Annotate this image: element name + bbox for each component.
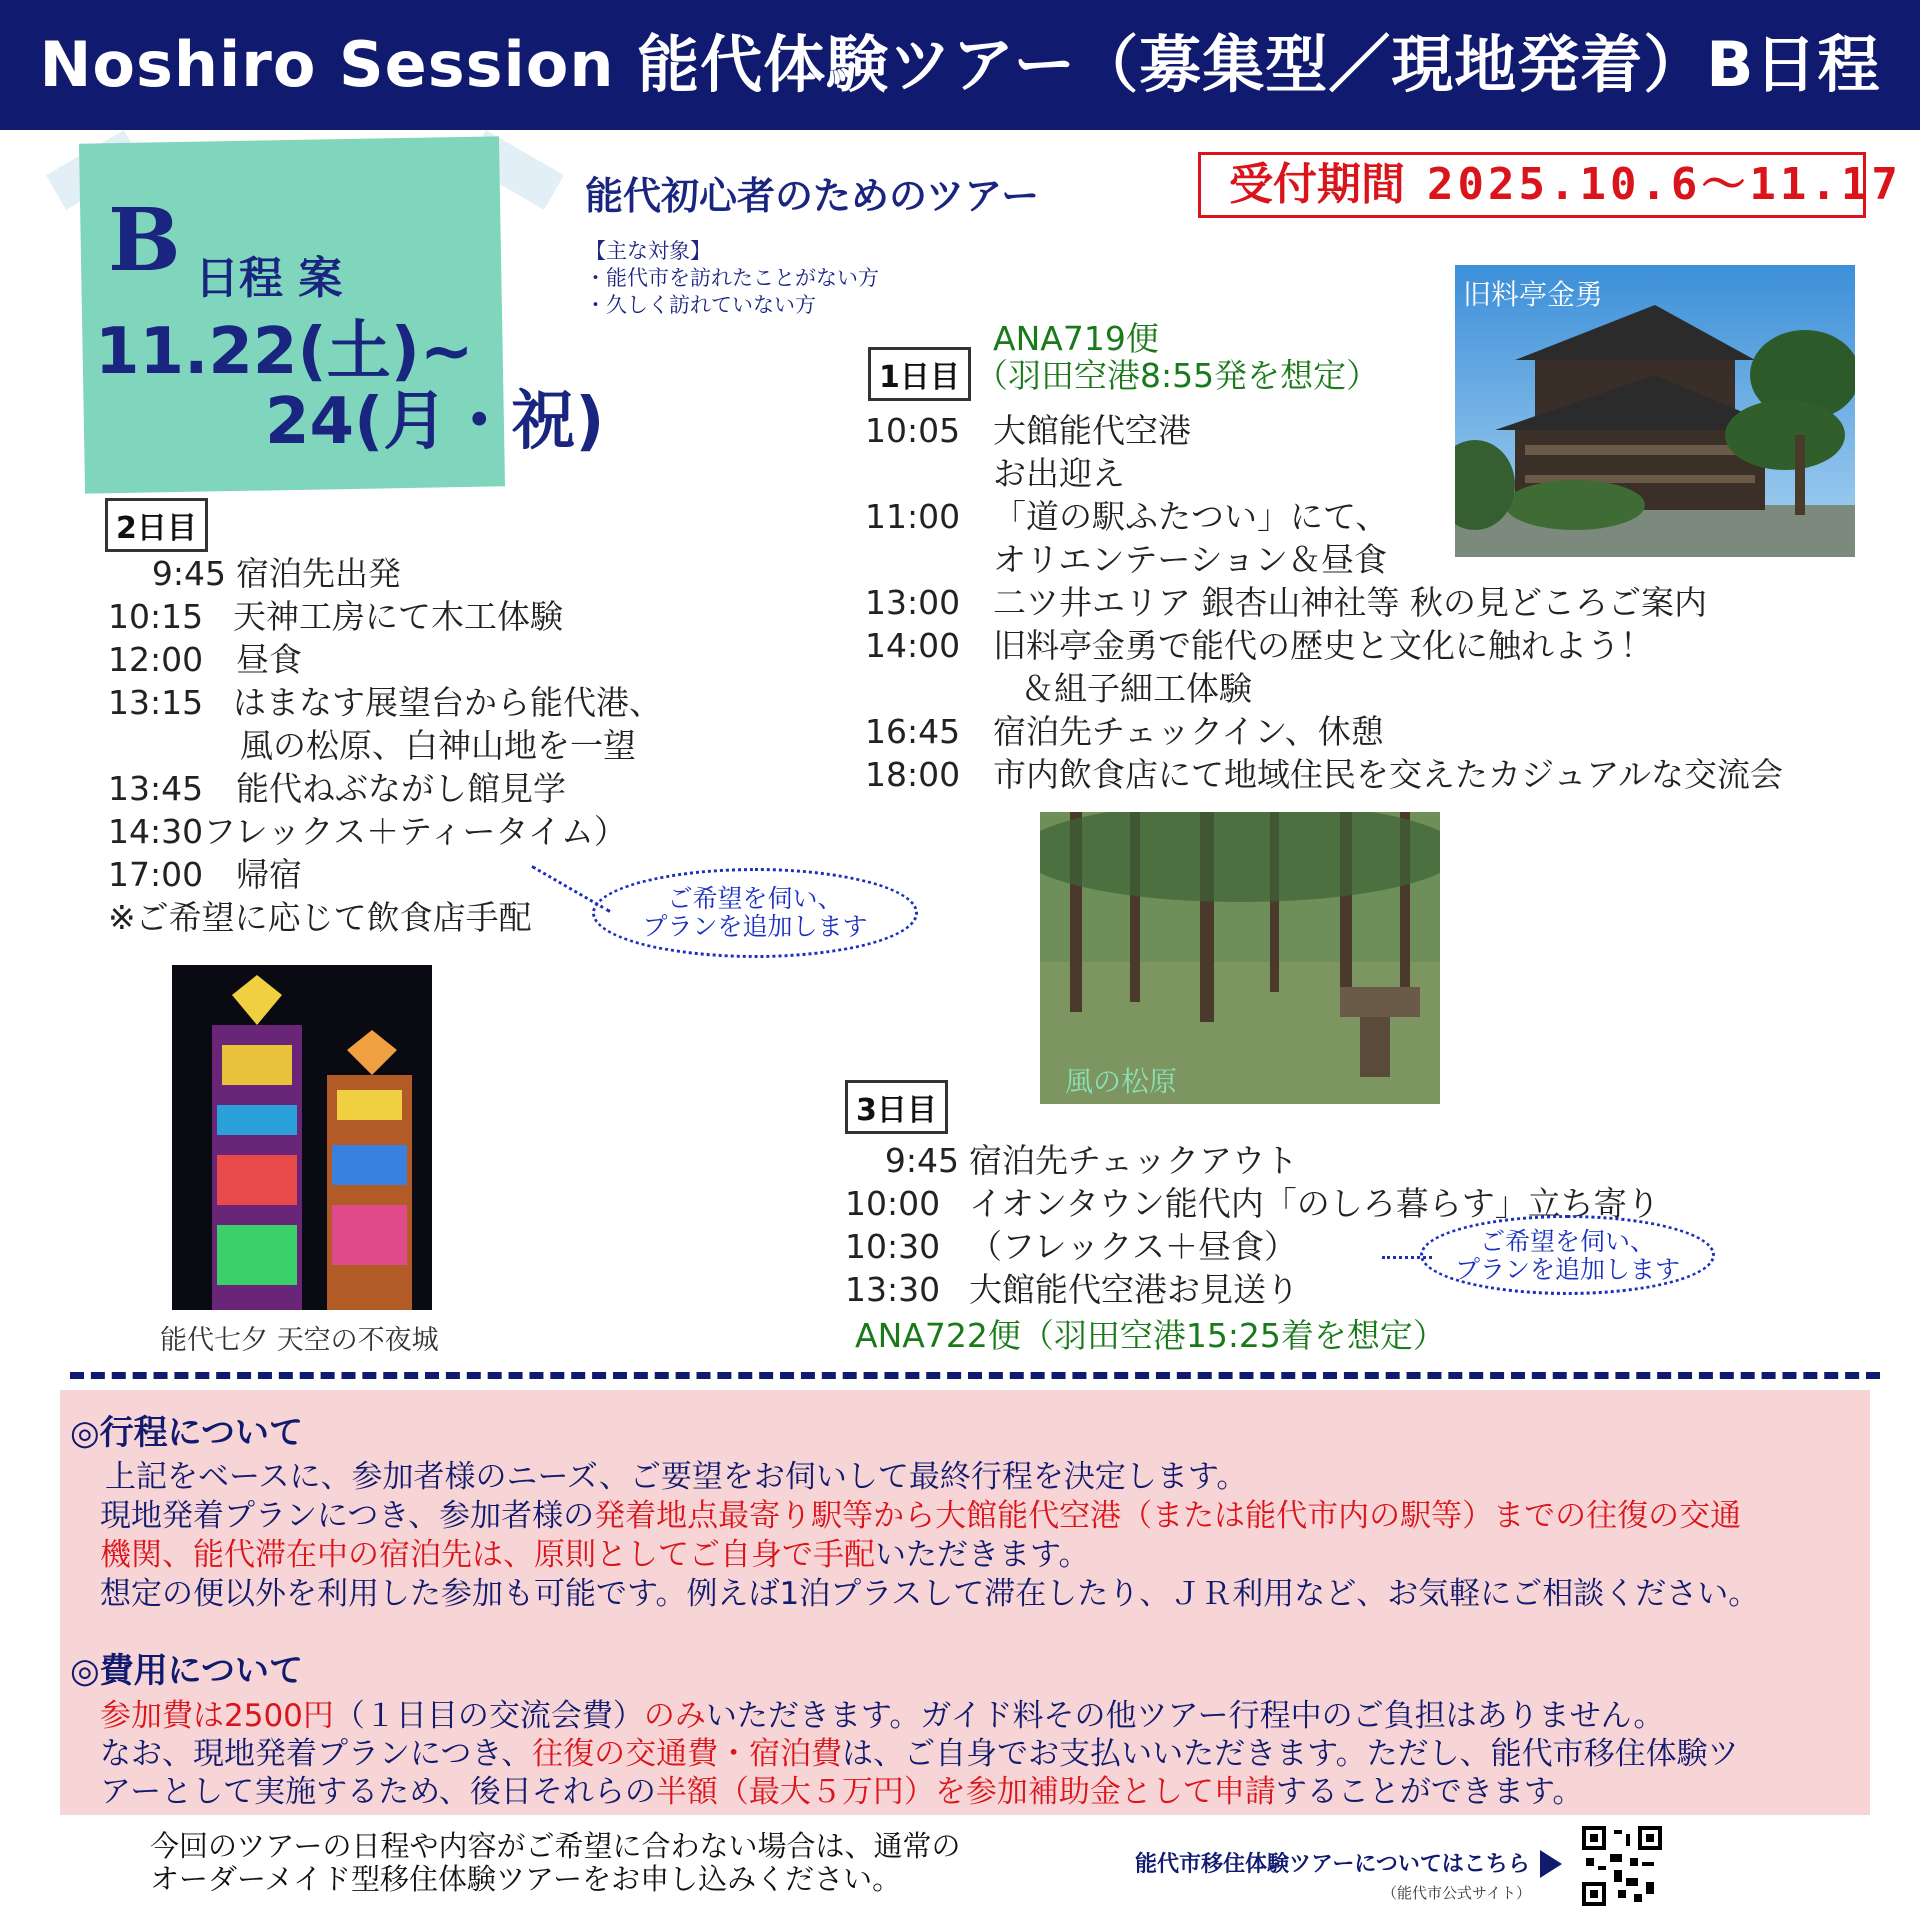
speech-bubble-day3: ご希望を伺い、 プランを追加します xyxy=(1420,1215,1715,1295)
itinerary-line: 現地発着プランにつき、参加者様の発着地点最寄り駅等から大館能代空港（または能代市内の駅等）までの往復の交通 xyxy=(100,1498,1742,1534)
photo-caption-kaneyu: 旧料亭金勇 xyxy=(1463,278,1604,311)
schedule-row: 風の松原、白神山地を一望 xyxy=(240,726,636,765)
schedule-row: 9:45 宿泊先出発 xyxy=(151,554,401,593)
schedule-row: 10:00 イオンタウン能代内「のしろ暮らす」立ち寄り xyxy=(845,1184,1660,1223)
target-audience xyxy=(585,238,879,319)
schedule-row: 14:00 旧料亭金勇で能代の歴史と文化に触れよう！ xyxy=(865,626,1653,665)
itinerary-line: 上記をベースに、参加者様のニーズ、ご要望をお伺いして最終行程を決定します。 xyxy=(105,1459,1248,1495)
cost-line: アーとして実施するため、後日それらの半額（最大５万円）を参加補助金として申請することができます。 xyxy=(100,1774,1584,1810)
footer-note: 今回のツアーの日程や内容がご希望に合わない場合は、通常の オーダーメイド型移住体験ツアーをお申し込みください。 xyxy=(150,1829,961,1896)
schedule-row: 11:00 「道の駅ふたつい」にて、 xyxy=(865,497,1389,536)
schedule-row: ＆組子細工体験 xyxy=(1021,669,1252,708)
schedule-row: 10:05 大館能代空港 xyxy=(865,411,1191,450)
official-site-link[interactable]: 能代市移住体験ツアーについてはこちら xyxy=(1135,1852,1530,1877)
speech-bubble-day2: ご希望を伺い、 プランを追加します xyxy=(592,868,918,958)
day2-badge: 2日目 xyxy=(105,498,208,552)
day3-badge: 3日目 xyxy=(845,1080,948,1134)
schedule-row: 13:00 二ツ井エリア 銀杏山神社等 秋の見どころご案内 xyxy=(865,583,1707,622)
schedule-row: 18:00 市内飲食店にて地域住民を交えたカジュアルな交流会 xyxy=(865,755,1784,794)
official-site-sublabel: （能代市公式サイト） xyxy=(1382,1884,1531,1902)
schedule-note: ※ご希望に応じて飲食店手配 xyxy=(108,898,532,937)
section-divider xyxy=(70,1372,1880,1379)
application-period xyxy=(1198,152,1902,218)
day1-flight: ANA719便 xyxy=(993,319,1159,358)
schedule-row: 13:45 能代ねぶながし館見学 xyxy=(108,769,566,808)
photo-kaneyu xyxy=(1455,265,1855,557)
schedule-row: 14:30フレックス＋ティータイム） xyxy=(108,812,627,851)
target-heading: 【主な対象】 xyxy=(585,239,711,263)
target-item: ・能代市を訪れたことがない方 xyxy=(585,266,879,290)
schedule-row: 9:45 宿泊先チェックアウト xyxy=(884,1141,1299,1180)
period-dates: 2025.10.6～11.17 xyxy=(1427,159,1902,210)
cost-line: 参加費は2500円（１日目の交流会費）のみいただきます。ガイド料その他ツアー行程中のご負担はありません。 xyxy=(100,1698,1665,1734)
schedule-row: 17:00 帰宿 xyxy=(108,855,302,894)
cost-heading: ◎費用について xyxy=(70,1651,303,1691)
schedule-label: 日程 案 xyxy=(195,253,343,304)
schedule-date-end: 24(月・祝) xyxy=(265,385,605,459)
schedule-date-start: 11.22(土)~ xyxy=(95,315,474,389)
schedule-row: 10:15 天神工房にて木工体験 xyxy=(108,597,563,636)
cost-line: なお、現地発着プランにつき、往復の交通費・宿泊費は、ご自身でお支払いいただきます。ただし、能代市移住体験ツ xyxy=(100,1736,1739,1772)
itinerary-heading: ◎行程について xyxy=(70,1413,303,1453)
schedule-row: オリエンテーション＆昼食 xyxy=(993,540,1388,579)
schedule-row: 13:15 はまなす展望台から能代港、 xyxy=(108,683,662,722)
schedule-row: お出迎え xyxy=(993,454,1125,493)
tour-subtitle: 能代初心者のためのツアー xyxy=(585,174,1040,218)
photo-caption-tanabata: 能代七夕 天空の不夜城 xyxy=(160,1325,439,1356)
target-item: ・久しく訪れていない方 xyxy=(585,293,816,317)
day2-schedule xyxy=(108,548,662,935)
schedule-row: 13:30 大館能代空港お見送り xyxy=(845,1270,1299,1309)
itinerary-line: 機関、能代滞在中の宿泊先は、原則としてご自身で手配いただきます。 xyxy=(100,1537,1090,1573)
photo-tanabata xyxy=(172,965,432,1310)
day1-badge: 1日目 xyxy=(868,347,971,401)
qr-code-icon[interactable] xyxy=(1582,1826,1662,1906)
photo-caption-matsubara: 風の松原 xyxy=(1065,1065,1178,1098)
schedule-letter: B xyxy=(108,190,181,291)
arrow-right-icon xyxy=(1540,1850,1562,1878)
schedule-row: 16:45 宿泊先チェックイン、休憩 xyxy=(865,712,1384,751)
page-title: Noshiro Session 能代体験ツアー（募集型／現地発着）B日程 xyxy=(39,28,1881,101)
day1-flight-detail: （羽田空港8:55発を想定） xyxy=(975,356,1380,395)
schedule-row: 10:30 （フレックス＋昼食） xyxy=(845,1227,1298,1266)
schedule-row: 12:00 昼食 xyxy=(108,640,302,679)
itinerary-line: 想定の便以外を利用した参加も可能です。例えば1泊プラスして滞在したり、ＪＲ利用など、お気軽にご相談ください。 xyxy=(100,1576,1760,1612)
day3-flight: ANA722便（羽田空港15:25着を想定） xyxy=(855,1316,1446,1355)
period-label: 受付期間 xyxy=(1229,159,1405,210)
photo-matsubara xyxy=(1040,812,1440,1104)
